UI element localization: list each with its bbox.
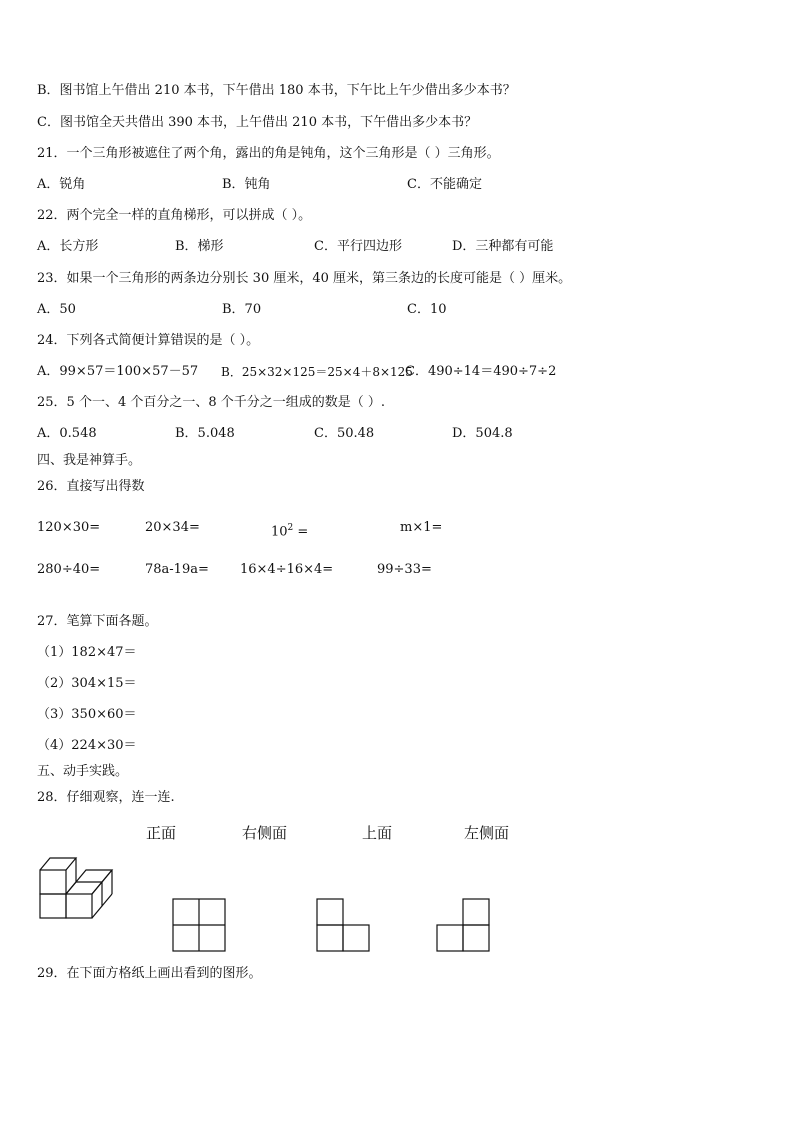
q26-item-2: 20×34=: [145, 520, 200, 535]
q23-option-b: B．70: [222, 302, 262, 317]
view-square-grid: [172, 898, 228, 954]
q25-option-b: B．5.048: [175, 426, 235, 441]
q22-option-b: B．梯形: [175, 239, 224, 254]
view-l-shape-left: [316, 898, 372, 954]
q22-option-d: D．三种都有可能: [452, 239, 554, 254]
label-right-side-view: 右侧面: [242, 824, 288, 842]
q27-item-4: （4）224×30＝: [37, 738, 137, 753]
q26-item-3: [271, 520, 308, 540]
q22-option-c: C．平行四边形: [314, 239, 402, 254]
q27-stem: 27．笔算下面各题。: [37, 614, 158, 629]
q21-option-a: A．锐角: [37, 177, 86, 192]
q25-stem: 25．5 个一、4 个百分之一、8 个千分之一组成的数是（ ）.: [37, 395, 386, 410]
cube-stack-figure: [36, 852, 122, 922]
q23-option-a: A．50: [37, 302, 76, 317]
q27-item-3: （3）350×60＝: [37, 707, 137, 722]
q25-option-c: C．50.48: [314, 426, 375, 441]
q27-item-2: （2）304×15＝: [37, 676, 137, 691]
q29-stem: 29．在下面方格纸上画出看到的图形。: [37, 966, 262, 981]
q20-option-c: C．图书馆全天共借出 390 本书，上午借出 210 本书，下午借出多少本书？: [37, 115, 478, 130]
q23-option-c: C．10: [407, 302, 447, 317]
section-5-heading: 五、动手实践。: [37, 764, 129, 779]
q22-stem: 22．两个完全一样的直角梯形，可以拼成（ ）。: [37, 208, 312, 223]
q24-option-c: C．490÷14＝490÷7÷2: [405, 364, 557, 379]
view-l-shape-right: [436, 898, 492, 954]
label-front-view: 正面: [146, 824, 177, 842]
q22-option-a: A．长方形: [37, 239, 99, 254]
q25-option-a: A．0.548: [37, 426, 97, 441]
q24-option-b: B．25×32×125＝25×4＋8×125: [221, 365, 413, 379]
label-left-side-view: 左侧面: [464, 824, 510, 842]
q26-item-8: 99÷33=: [377, 562, 432, 577]
q26-power-base: 10: [271, 524, 288, 540]
q21-stem: 21．一个三角形被遮住了两个角，露出的角是钝角，这个三角形是（ ）三角形。: [37, 146, 500, 161]
q26-power-exponent: 2: [287, 523, 294, 533]
q26-item-6: 78a-19a=: [145, 562, 209, 577]
q25-option-d: D．504.8: [452, 426, 513, 441]
q26-item-4: m×1=: [400, 520, 443, 535]
q26-stem: 26．直接写出得数: [37, 479, 145, 494]
q23-stem: 23．如果一个三角形的两条边分别长 30 厘米，40 厘米，第三条边的长度可能是（ ）厘米。: [37, 271, 572, 286]
q28-stem: 28．仔细观察，连一连.: [37, 790, 175, 805]
q26-power-tail: =: [293, 524, 309, 540]
q21-option-b: B．钝角: [222, 177, 271, 192]
q26-item-7: 16×4÷16×4=: [240, 562, 334, 577]
section-4-heading: 四、我是神算手。: [37, 453, 142, 468]
q24-option-a: A．99×57＝100×57－57: [37, 364, 199, 379]
q24-stem: 24．下列各式简便计算错误的是（ ）。: [37, 333, 260, 348]
q20-option-b: B．图书馆上午借出 210 本书，下午借出 180 本书，下午比上午少借出多少本书？: [37, 83, 516, 98]
q27-item-1: （1）182×47＝: [37, 645, 137, 660]
q21-option-c: C．不能确定: [407, 177, 482, 192]
q26-item-5: 280÷40=: [37, 562, 101, 577]
label-top-view: 上面: [362, 824, 393, 842]
q26-item-1: 120×30=: [37, 520, 101, 535]
